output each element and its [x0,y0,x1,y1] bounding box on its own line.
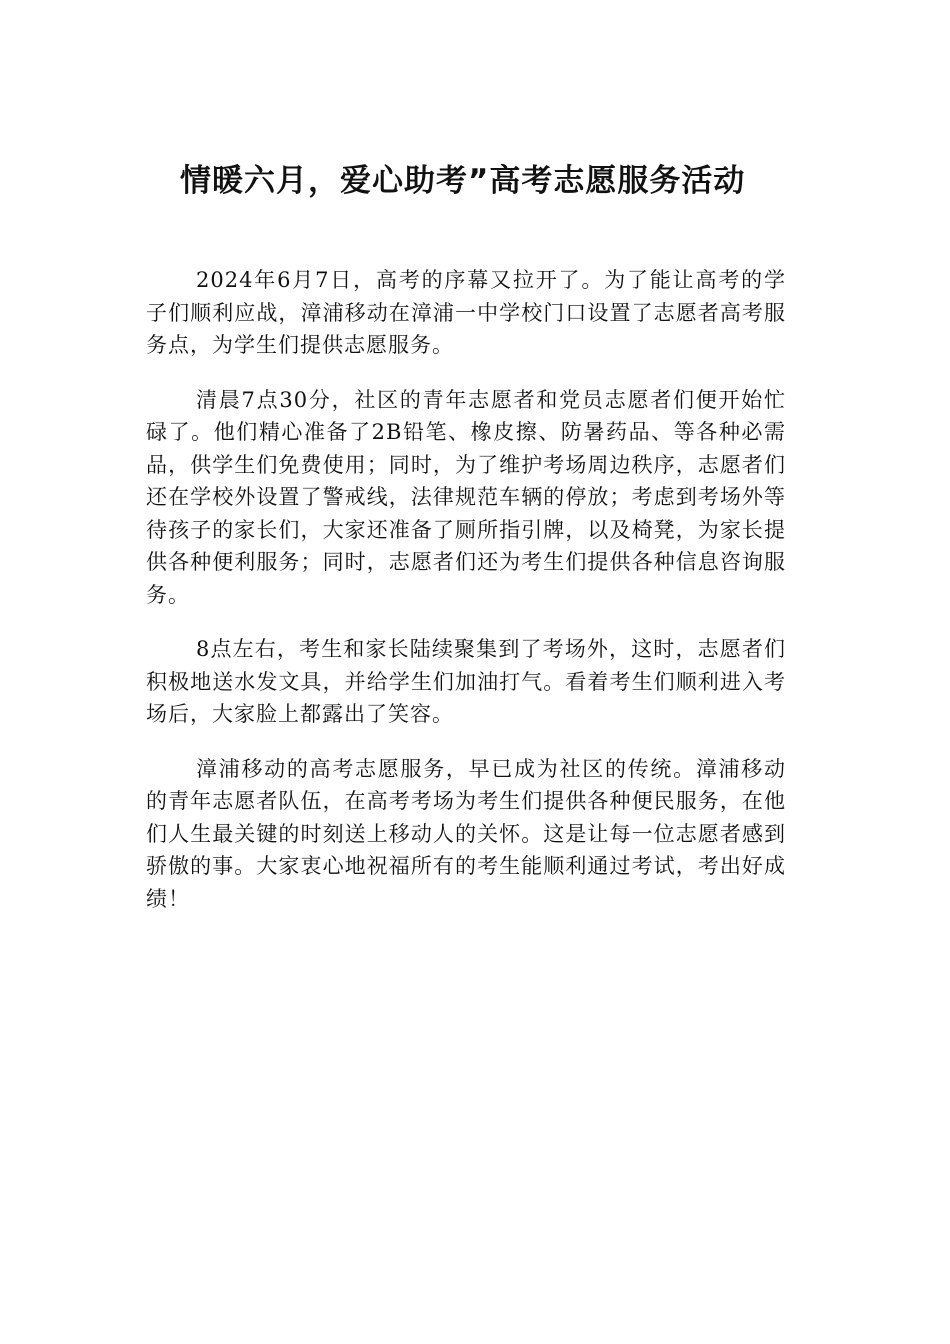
document-title: 情暖六月，爱心助考”高考志愿服务活动 [180,163,746,199]
paragraph-2: 清晨7点30分，社区的青年志愿者和党员志愿者们便开始忙碌了。他们精心准备了2B铅笔、橡皮擦、防暑药品、等各种必需品，供学生们免费使用；同时，为了维护考场周边秩序，志愿者们还在学校外设置了警戒线，法律规范车辆的停放；考虑到考场外等待孩子的家长们，大家还准备了厕所指引牌，以及椅凳，为家长提供各种便利服务；同时，志愿者们还为考生们提供各种信息咨询服务。 [146,387,786,607]
paragraph-4: 漳浦移动的高考志愿服务，早已成为社区的传统。漳浦移动的青年志愿者队伍，在高考考场为考生们提供各种便民服务，在他们人生最关键的时刻送上移动人的关怀。这是让每一位志愿者感到骄傲的事。大家衷心地祝福所有的考生能顺利通过考试，考出好成绩！ [146,756,786,911]
paragraph-1: 2024年6月7日，高考的序幕又拉开了。为了能让高考的学子们顺利应战，漳浦移动在漳浦一中学校门口设置了志愿者高考服务点，为学生们提供志愿服务。 [146,268,786,357]
paragraph-3: 8点左右，考生和家长陆续聚集到了考场外，这时，志愿者们积极地送水发文具，并给学生们加油打气。看着考生们顺利进入考场后，大家脸上都露出了笑容。 [146,637,786,726]
document-body [146,264,786,937]
